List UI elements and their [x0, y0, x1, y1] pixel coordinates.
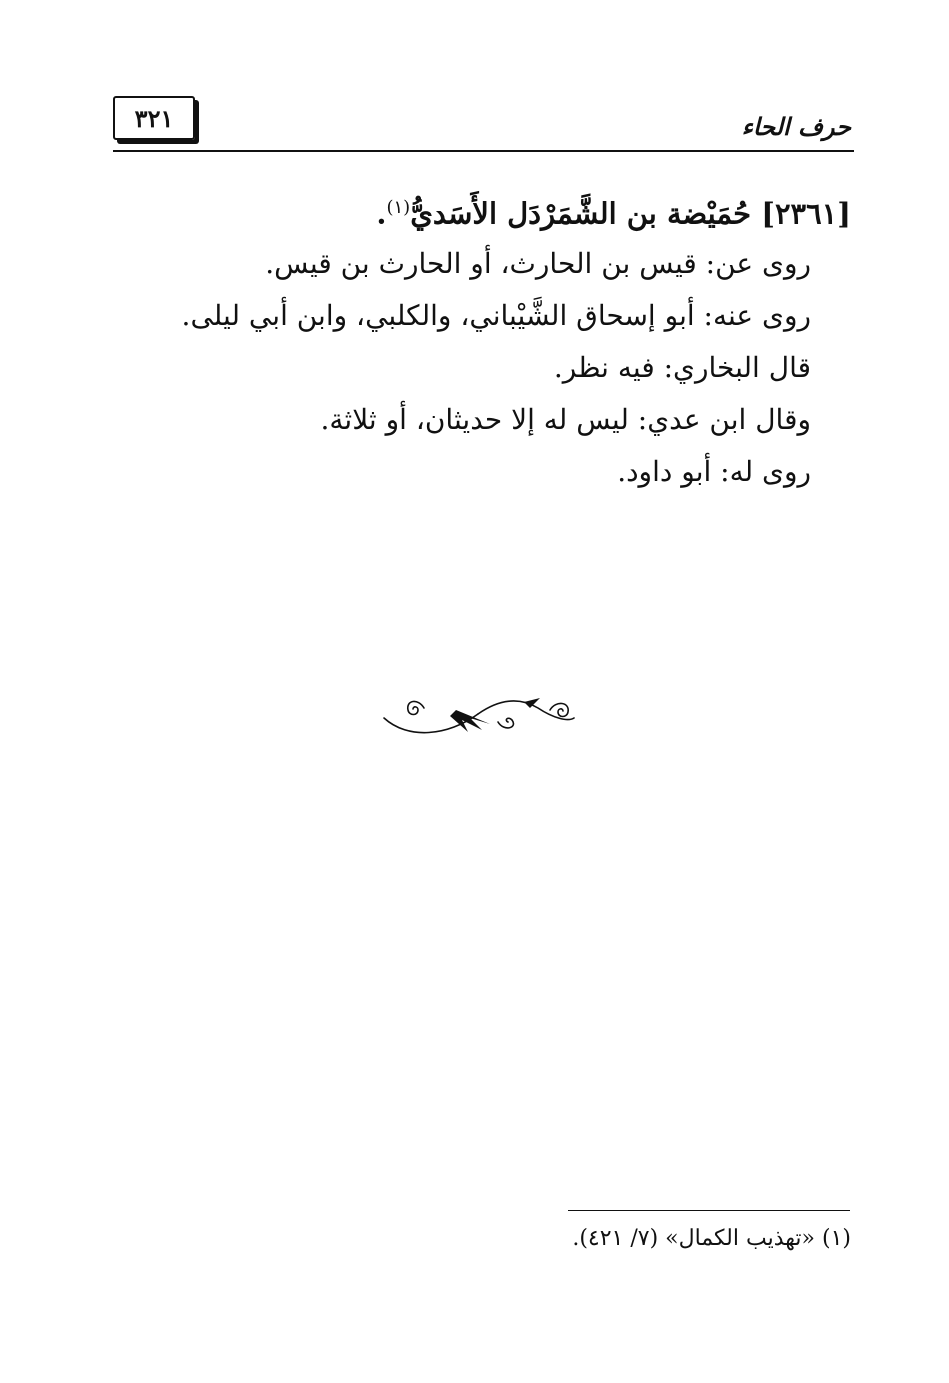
- entry-title-end: .: [376, 196, 387, 231]
- header-divider: [113, 150, 854, 152]
- biography-entry: [131, 184, 851, 498]
- footnote-1: (١) «تهذيب الكمال» (٧/ ٤٢١).: [572, 1226, 851, 1251]
- page-number-text: ٣٢١: [134, 103, 174, 133]
- entry-line-ibn-adi: وقال ابن عدي: ليس له إلا حديثان، أو ثلاثة.: [320, 402, 811, 436]
- entry-number: [٢٣٦١]: [761, 196, 851, 231]
- entry-title: [131, 184, 851, 238]
- entry-name: حُمَيْضة بن الشَّمَرْدَل الأَسَديُّ: [410, 196, 752, 231]
- entry-line-narrated-from: روى عن: قيس بن الحارث، أو الحارث بن قيس.: [265, 246, 811, 280]
- floral-divider-icon: [378, 688, 578, 738]
- entry-line-narrated-for: روى له: أبو داود.: [617, 454, 811, 488]
- entry-line-narrated-by: روى عنه: أبو إسحاق الشَّيْباني، والكلبي، وابن أبي ليلى.: [181, 298, 811, 332]
- page-number: [113, 96, 195, 140]
- running-header: حرف الحاء: [741, 112, 851, 141]
- footnote-divider: [568, 1210, 850, 1211]
- entry-line-bukhari: قال البخاري: فيه نظر.: [553, 350, 811, 384]
- footnote-marker: (١): [386, 197, 411, 218]
